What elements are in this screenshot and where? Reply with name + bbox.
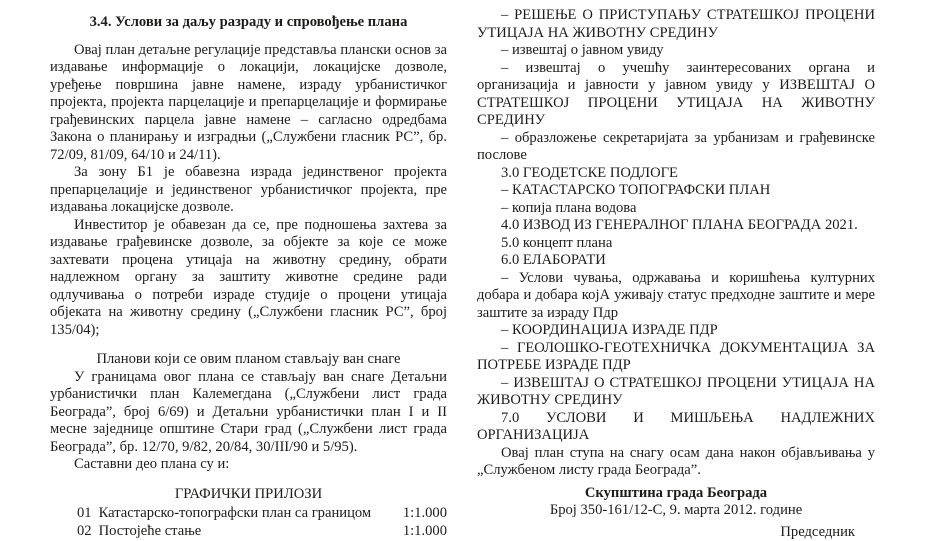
row-number: 02 — [77, 523, 92, 541]
toc-item: 3.0 ГЕОДЕТСКЕ ПОДЛОГЕ — [477, 165, 875, 183]
signature-label: Председник — [477, 524, 875, 541]
toc-item: 4.0 ИЗВОД ИЗ ГЕНЕРАЛНОГ ПЛАНА БЕОГРАДА 2021. — [477, 217, 875, 235]
paragraph-repealed-plans: У границама овог плана се стављају ван снаге Детаљни урбанистички план Калемегдана („Службени лист града Београда”, број 6/69) и Детаљни урбанистички план I и II месне заједнице општине Стари град („Службени лист града Београда”, бр. 12/70, 9/82, 20/84, 30/III/90 и 5/95). — [50, 369, 447, 457]
row-label: Катастарско-топографски план са границом — [99, 505, 395, 523]
section-heading: 3.4. Услови за даљу разраду и спровођење плана — [50, 14, 447, 32]
toc-item: – РЕШЕЊЕ О ПРИСТУПАЊУ СТРАТЕШКОЈ ПРОЦЕНИ УТИЦАЈА НА ЖИВОТНУ СРЕДИНУ — [477, 7, 875, 42]
paragraph-investor: Инвеститор је обавезан да се, пре подношења захтева за издавање грађевинске дозволе, за објекте за које се може захтевати процена утицаја на животну средину, обрати надлежном органу за заштиту животне средине ради одлучивања о потреби израде студије о процени утицаја објеката на животну средину („Службени гласник РС”, број 135/04); — [50, 217, 447, 340]
right-column — [477, 0, 875, 525]
toc-item: – КАТАСТАРСКО ТОПОГРАФСКИ ПЛАН — [477, 182, 875, 200]
paragraph-plan-basis: Овај план детаљне регулације представља плански основ за издавање информације о локацији, локацијске дозволе, уређење површина јавне намене, израду урбанистичког пројекта, пројекта парцелације и препарцелације и формирање грађевинских парцела јавне намене – сагласно одредбама Закона о планирању и изградњи („Службени гласник РС”, бр. 72/09, 81/09, 64/10 и 24/11). — [50, 42, 447, 165]
graphics-row — [50, 505, 447, 523]
row-number: 01 — [77, 505, 92, 523]
toc-item: – ГЕОЛОШКО-ГЕОТЕХНИЧКА ДОКУМЕНТАЦИЈА ЗА ПОТРЕБЕ ИЗРАДЕ ПДР — [477, 340, 875, 375]
paragraph-zone-b1: За зону Б1 је обавезна израда јединственог пројекта препарцелације и јединственог урбанистичког пројекта, пре издавања локацијске дозволе. — [50, 164, 447, 217]
toc-item: – извештај о јавном увиду — [477, 42, 875, 60]
toc-item: – Услови чувања, одржавања и коришћења културних добара и добара којА уживају статус предходне заштите и мере заштите за израду Пдр — [477, 270, 875, 323]
toc-item: – КООРДИНАЦИЈА ИЗРАДЕ ПДР — [477, 322, 875, 340]
graphics-row — [50, 523, 447, 541]
toc-item: – образложење секретаријата за урбанизам и грађевинске послове — [477, 130, 875, 165]
assembly-name: Скупштина града Београда — [477, 485, 875, 503]
row-scale: 1:1.000 — [403, 505, 447, 523]
graphics-title: ГРАФИЧКИ ПРИЛОЗИ — [50, 486, 447, 504]
left-column — [50, 0, 447, 525]
subsection-heading: Планови који се овим планом стављају ван снаге — [50, 351, 447, 369]
toc-item: 7.0 УСЛОВИ И МИШЉЕЊА НАДЛЕЖНИХ ОРГАНИЗАЦИЈА — [477, 410, 875, 445]
toc-item: – извештај о учешћу заинтересованих органа и организација и јавности у јавном увиду у ИЗВЕШТАЈ О СТРАТЕШКОЈ ПРОЦЕНИ УТИЦАЈА НА ЖИВОТНУ СРЕДИНУ — [477, 60, 875, 130]
row-scale: 1:1.000 — [403, 523, 447, 541]
document-number-line: Број 350-161/12-С, 9. марта 2012. године — [477, 502, 875, 520]
paragraph-entry-into-force: Овај план ступа на снагу осам дана након објављивања у „Службеном листу града Београда”. — [477, 445, 875, 480]
toc-item: – ИЗВЕШТАЈ О СТРАТЕШКОЈ ПРОЦЕНИ УТИЦАЈА НА ЖИВОТНУ СРЕДИНУ — [477, 375, 875, 410]
toc-item: 5.0 концепт плана — [477, 235, 875, 253]
toc-item: – копија плана водова — [477, 200, 875, 218]
paragraph-components: Саставни део плана су и: — [50, 456, 447, 474]
row-label: Постојеће стање — [99, 523, 395, 541]
toc-item: 6.0 ЕЛАБОРАТИ — [477, 252, 875, 270]
